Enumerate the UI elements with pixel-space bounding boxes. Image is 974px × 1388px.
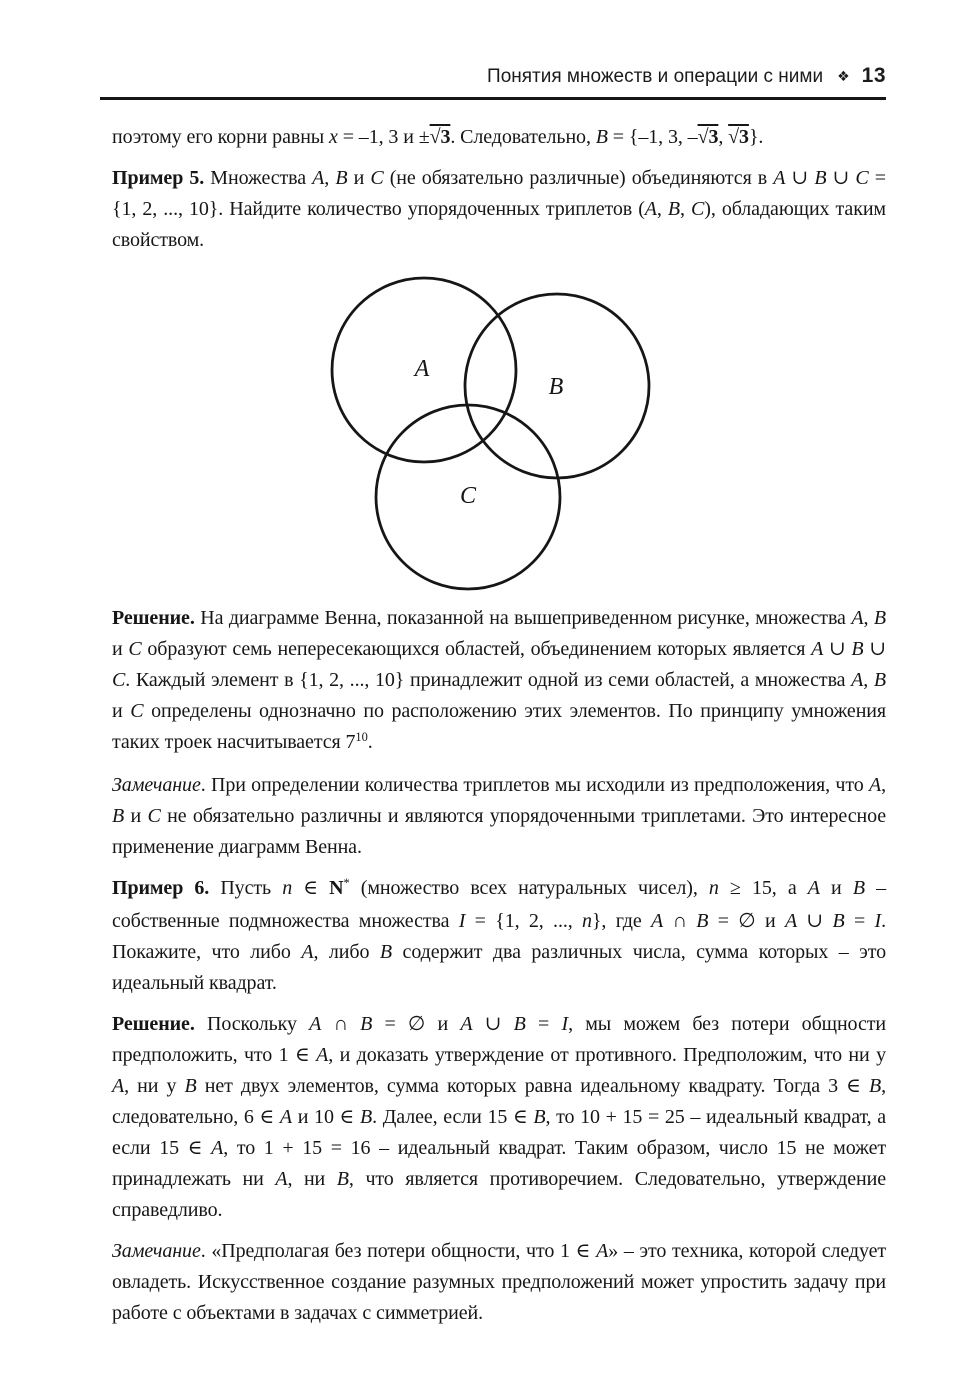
paragraph-example-6: Пример 6. Пусть n ∈ N* (множество всех натуральных чисел), n ≥ 15, а A и B – собственные подмножества множества I = {1, 2, ..., n}, где A ∩ B = ∅ и A ∪ B = I. Покажите, что либо A, либо B содержит два различных числа, сумма которых – это идеальный квадрат. bbox=[112, 876, 886, 994]
page-number: 13 bbox=[861, 64, 886, 87]
venn-label-c: C bbox=[459, 483, 477, 509]
venn-label-b: B bbox=[548, 374, 564, 400]
venn-svg bbox=[289, 270, 709, 595]
page-content bbox=[112, 122, 886, 1339]
chapter-title: Понятия множеств и операции с ними bbox=[487, 66, 824, 87]
paragraph-remark-5: Замечание. При определении количества триплетов мы исходили из предположения, что A, B и C не обязательно различны и являются упорядоченными триплетами. Это интересное применение диаграмм Венна. bbox=[112, 774, 886, 858]
paragraph-example-5: Пример 5. Множества A, B и C (не обязательно различные) объединяются в A ∪ B ∪ C = {1, 2, ..., 10}. Найдите количество упорядоченных триплетов (A, B, C), обладающих таким свойством. bbox=[112, 167, 886, 251]
paragraph-solution-6: Решение. Поскольку A ∩ B = ∅ и A ∪ B = I, мы можем без потери общности предположить, что 1 ∈ A, и доказать утверждение от противного. Предположим, что ни у A, ни у B нет двух элементов, сумма которых равна идеальному квадрату. Тогда 3 ∈ B, следовательно, 6 ∈ A и 10 ∈ B. Далее, если 15 ∈ B, то 10 + 15 = 25 – идеальный квадрат, а если 15 ∈ A, то 1 + 15 = 16 – идеальный квадрат. Таким образом, число 15 не может принадлежать ни A, ни B, что является противоречием. Следовательно, утверждение справедливо. bbox=[112, 1013, 886, 1221]
paragraph-intro: поэтому его корни равны x = –1, 3 и ±√3. Следовательно, B = {–1, 3, –√3, √3}. bbox=[112, 126, 764, 148]
venn-diagram bbox=[289, 270, 709, 595]
paragraph-remark-6: Замечание. «Предполагая без потери общности, что 1 ∈ A» – это техника, которой следует овладеть. Искусственное создание разумных предположений может упростить задачу при работе с объектами в задачах с симметрией. bbox=[112, 1240, 887, 1324]
paragraph-solution-5: Решение. На диаграмме Венна, показанной на вышеприведенном рисунке, множества A, B и C образуют семь непересекающихся областей, объединением которых является A ∪ B ∪ C. Каждый элемент в {1, 2, ..., 10} принадлежит одной из семи областей, а множества A, B и C определены однозначно по расположению этих элементов. По принципу умножения таких троек насчитывается $7^{10}$. bbox=[112, 607, 886, 753]
running-header bbox=[100, 64, 886, 100]
venn-label-a: A bbox=[414, 356, 430, 382]
diamond-icon: ❖ bbox=[837, 68, 850, 84]
